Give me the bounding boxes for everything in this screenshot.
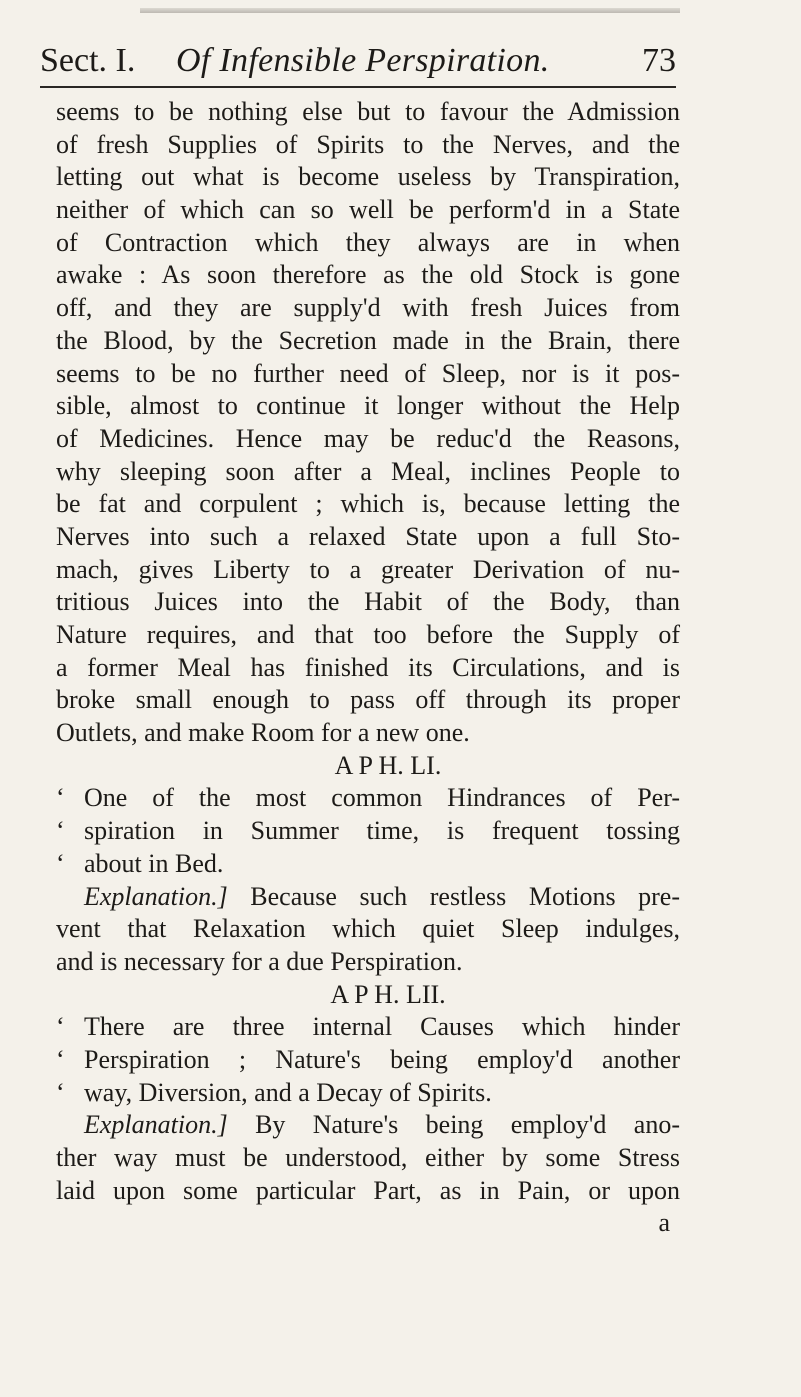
text-line: Outlets, and make Room for a new one. [56,718,470,748]
aphorism-quote-line [56,782,680,815]
text-line: letting out what is become useless by Transpiration, [56,162,680,192]
aphorism-quote-line [56,1011,680,1044]
text-line: sible, almost to continue it longer without the Help [56,391,680,421]
quote-mark: ‘ [56,1077,65,1107]
body-text [56,96,680,1240]
text-line: a former Meal has finished its Circulations, and is [56,652,680,682]
text-line: and is necessary for a due Perspiration. [56,946,463,976]
quote-text: about in Bed. [84,848,224,878]
text-line: off, and they are supply'd with fresh Juices from [56,293,680,323]
aphorism-quote-line [56,848,680,881]
explanation-label: Explanation.] [84,1110,228,1140]
quote-text: way, Diversion, and a Decay of Spirits. [84,1077,492,1107]
quote-mark: ‘ [56,783,65,813]
explanation-first-line: Explanation.] By Nature's being employ'd ano- [84,1110,680,1140]
quote-mark: ‘ [56,1012,65,1042]
quote-mark: ‘ [56,848,65,878]
text-line: be fat and corpulent ; which is, because letting the [56,489,680,519]
top-border-rule [140,8,680,13]
running-title: Of Infensible Perspiration. [176,42,550,79]
aphorism-quote-line [56,1044,680,1077]
explanation-first-line: Explanation.] Because such restless Motions pre- [84,881,680,911]
running-header [40,38,676,84]
catchword: a [658,1208,670,1238]
quote-text: Perspiration ; Nature's being employ'd another [84,1044,680,1074]
text-line: broke small enough to pass off through its proper [56,685,680,715]
text-line: tritious Juices into the Habit of the Body, than [56,587,680,617]
aphorism-heading: A P H. LI. [334,750,442,780]
text-line: the Blood, by the Secretion made in the Brain, there [56,325,680,355]
quote-text: There are three internal Causes which hinder [84,1012,680,1042]
text-line: Nature requires, and that too before the Supply of [56,620,680,649]
text-line: of Contraction which they always are in when [56,227,680,257]
text-line: seems to be nothing else but to favour the Admission [56,97,680,126]
quote-mark: ‘ [56,816,65,846]
aphorism-heading: A P H. LII. [330,979,446,1009]
text-line: laid upon some particular Part, as in Pain, or upon [56,1175,680,1205]
text-line: why sleeping soon after a Meal, inclines People to [56,456,680,486]
quote-text: spiration in Summer time, is frequent tossing [84,816,680,846]
text-line: neither of which can so well be perform'd in a State [56,195,680,225]
section-label: Sect. I. [40,42,136,79]
aphorism-quote-line [56,815,680,848]
header-rule [40,86,676,88]
quote-mark: ‘ [56,1044,65,1074]
text-line: awake : As soon therefore as the old Stock is gone [56,260,680,290]
text-line: vent that Relaxation which quiet Sleep indulges, [56,914,680,944]
text-line: Nerves into such a relaxed State upon a full Sto- [56,521,680,551]
aphorism-quote-line [56,1077,680,1110]
text-line: ther way must be understood, either by some Stress [56,1143,680,1172]
text-line: of Medicines. Hence may be reduc'd the Reasons, [56,423,680,453]
page-number: 73 [642,42,676,79]
explanation-label: Explanation.] [84,881,228,911]
text-line: seems to be no further need of Sleep, nor is it pos- [56,358,680,388]
text-line: of fresh Supplies of Spirits to the Nerves, and the [56,129,680,159]
quote-text: One of the most common Hindrances of Per- [84,783,680,813]
text-line: mach, gives Liberty to a greater Derivation of nu- [56,554,680,584]
